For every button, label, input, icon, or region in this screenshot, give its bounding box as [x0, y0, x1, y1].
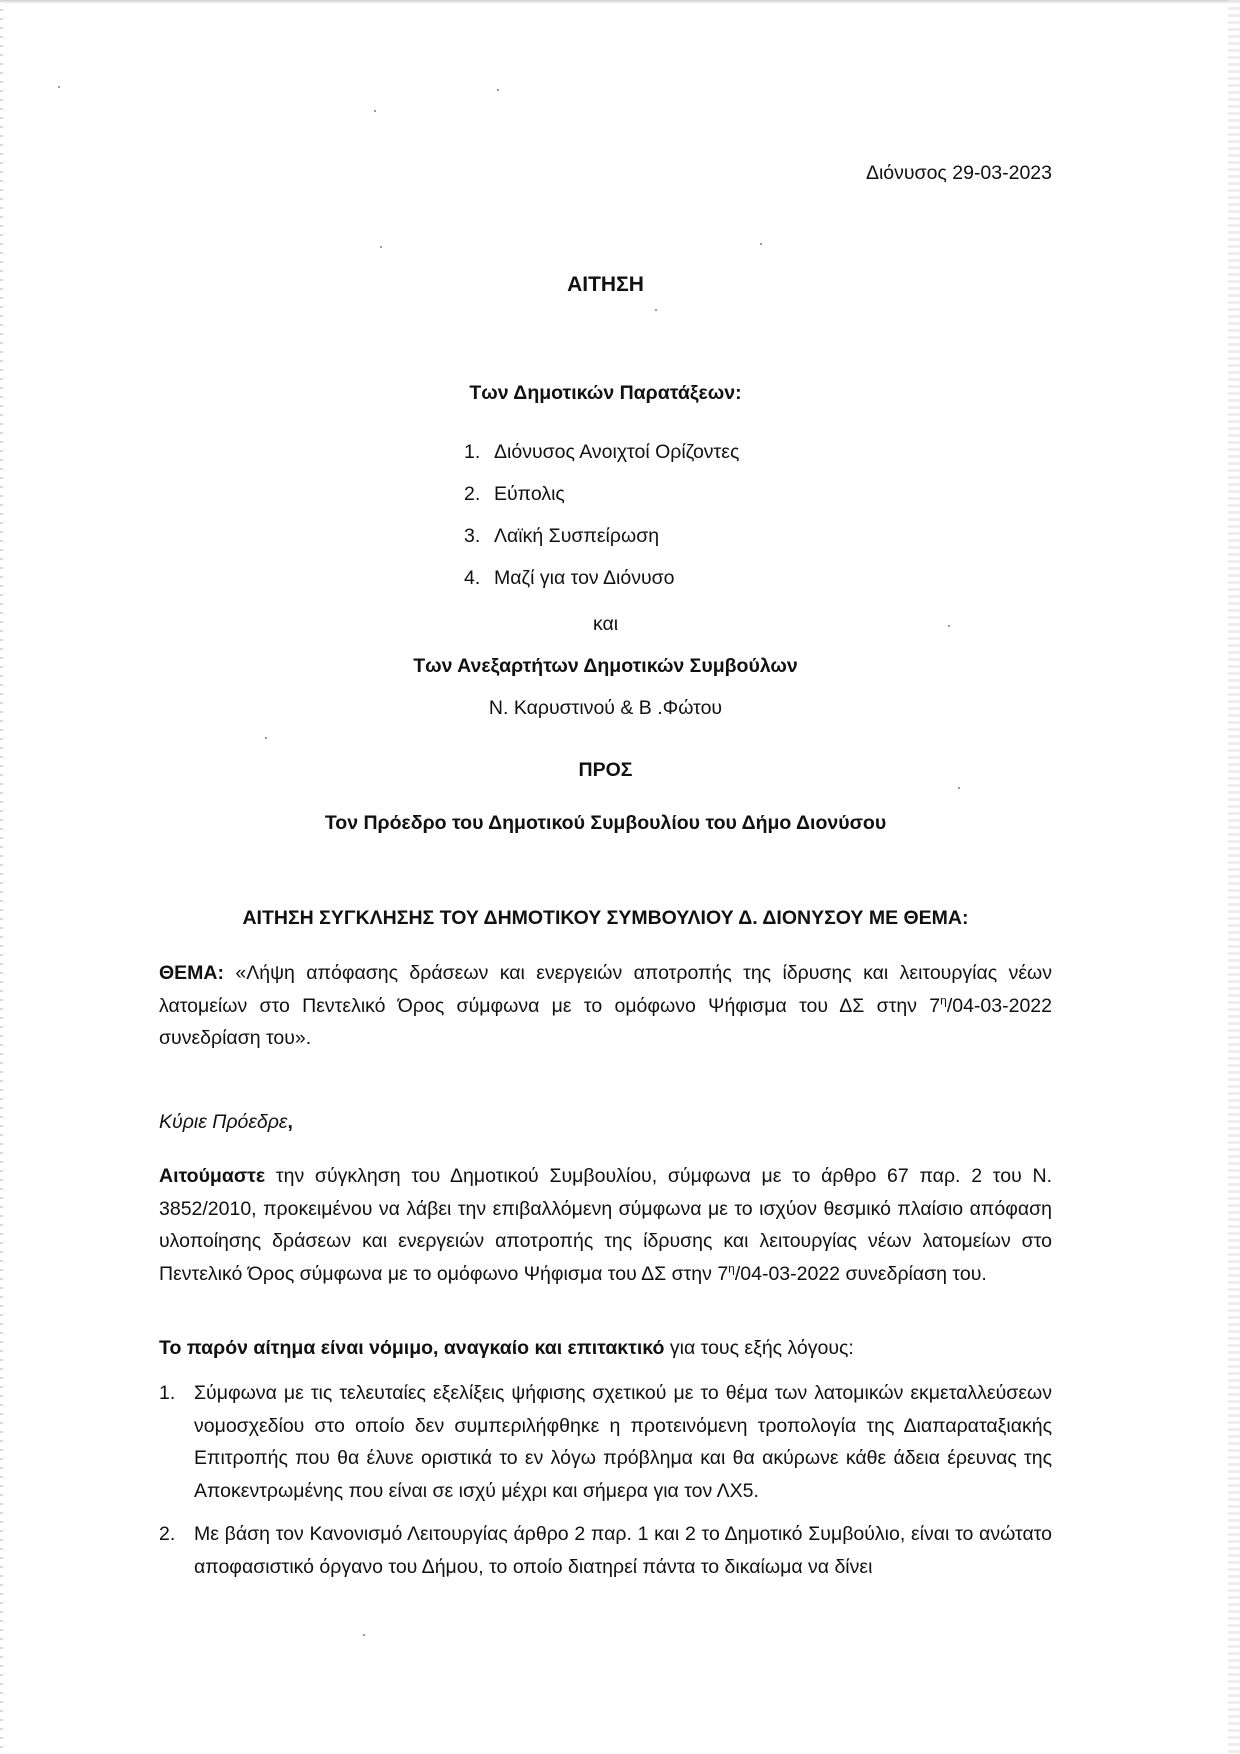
faction-name: Εύπολις — [494, 483, 565, 505]
list-number: 2. — [159, 1523, 176, 1545]
scan-speck — [655, 309, 657, 311]
subject-text: «Λήψη απόφασης δράσεων και ενεργειών αποτροπής της ίδρυσης και λειτουργίας νέων λατομείων στο Πεντελικό Όρος σύμφωνα με το ομόφωνο Ψήφισμα του ΔΣ στην 7 — [159, 962, 1052, 1017]
scan-speck — [58, 86, 60, 88]
recipient: Τον Πρόεδρο του Δημοτικού Συμβουλίου του Δήμο Διονύσου — [324, 812, 887, 834]
list-item — [159, 1377, 1052, 1507]
list-number: 1. — [464, 441, 481, 463]
factions-heading: Των Δημοτικών Παρατάξεων: — [469, 382, 742, 404]
conjunction: και — [592, 613, 619, 635]
main-paragraph — [159, 1160, 1052, 1290]
request-heading: ΑΙΤΗΣΗ ΣΥΓΚΛΗΣΗΣ ΤΟΥ ΔΗΜΟΤΙΚΟΥ ΣΥΜΒΟΥΛΙΟΥ Δ. ΔΙΟΝΥΣΟΥ ΜΕ ΘΕΜΑ: — [242, 907, 969, 929]
faction-name: Διόνυσος Ανοιχτοί Ορίζοντες — [494, 441, 740, 463]
independents-heading: Των Ανεξαρτήτων Δημοτικών Συμβούλων — [413, 655, 798, 677]
factions-list — [464, 440, 739, 608]
scan-speck — [958, 787, 960, 789]
list-item — [464, 524, 739, 566]
subject-text-end: /04-03-2022 συνεδρίαση του». — [159, 994, 1052, 1049]
scan-speck — [265, 737, 267, 739]
document-title: ΑΙΤΗΣΗ — [567, 273, 644, 296]
ordinal-superscript: η — [940, 993, 947, 1007]
ordinal-superscript: η — [728, 1261, 735, 1275]
scan-speck — [380, 246, 382, 248]
salutation-comma: , — [287, 1111, 293, 1133]
scan-speck — [363, 1634, 365, 1636]
reasons-intro-bold: Το παρόν αίτημα είναι νόμιμο, αναγκαίο και επιτακτικό — [159, 1337, 665, 1359]
scan-speck — [760, 243, 762, 245]
list-number: 2. — [464, 483, 481, 505]
list-item — [464, 440, 739, 482]
faction-name: Λαϊκή Συσπείρωση — [494, 525, 660, 547]
list-number: 3. — [464, 525, 481, 547]
reasons-intro — [159, 1332, 1052, 1365]
paragraph-text-end: /04-03-2022 συνεδρίαση του. — [734, 1262, 987, 1285]
reason-text: Σύμφωνα με τις τελευταίες εξελίξεις ψήφισης σχετικού με το θέμα των λατομικών εκμεταλλεύσεων νομοσχεδίου στο οποίο δεν συμπεριλήφθηκε η προτεινόμενη τροπολογία της Διαπαραταξιακής Επιτροπής που θα έλυνε οριστικά το εν λόγω πρόβλημα και θα ακύρωνε κάθε άδεια έρευνας της Αποκεντρωμένης που είναι σε ισχύ μέχρι και σήμερα για τον ΛΧ5. — [194, 1382, 1052, 1502]
paragraph-lead: Αιτούμαστε — [159, 1165, 266, 1187]
paragraph-text: την σύγκληση του Δημοτικού Συμβουλίου, σύμφωνα με το άρθρο 67 παρ. 2 του Ν. 3852/2010, προκειμένου να λάβει την επιβαλλόμενη σύμφωνα με το ισχύον θεσμικό πλαίσιο απόφαση υλοποίησης δράσεων και ενεργειών αποτροπής της ίδρυσης και λειτουργίας νέων λατομείων στο Πεντελικό Όρος σύμφωνα με το ομόφωνο Ψήφισμα του ΔΣ στην 7 — [159, 1165, 1052, 1285]
list-item — [159, 1518, 1052, 1583]
faction-name: Μαζί για τον Διόνυσο — [494, 567, 675, 589]
reasons-intro-rest: για τους εξής λόγους: — [664, 1337, 854, 1359]
salutation — [159, 1106, 1052, 1139]
subject-paragraph — [159, 957, 1052, 1055]
document-date: Διόνυσος 29-03-2023 — [865, 162, 1052, 184]
independents-names: Ν. Καρυστινού & Β .Φώτου — [488, 697, 723, 719]
to-label: ΠΡΟΣ — [578, 759, 633, 781]
list-number: 1. — [159, 1382, 176, 1404]
salutation-text: Κύριε Πρόεδρε — [159, 1111, 288, 1133]
scan-edge-left — [0, 0, 3, 1754]
list-item — [464, 482, 739, 524]
scan-edge-right — [1228, 0, 1240, 1754]
reasons-list — [159, 1377, 1052, 1594]
scan-speck — [374, 110, 376, 112]
scan-speck — [497, 89, 499, 91]
subject-label: ΘΕΜΑ: — [159, 962, 224, 984]
reason-text: Με βάση τον Κανονισμό Λειτουργίας άρθρο 2 παρ. 1 και 2 το Δημοτικό Συμβούλιο, είναι το ανώτατο αποφασιστικό όργανο του Δήμου, το οποίο διατηρεί πάντα το δικαίωμα να δίνει — [194, 1523, 1052, 1578]
list-item — [464, 566, 739, 608]
scan-edge-top — [0, 0, 1240, 4]
list-number: 4. — [464, 567, 481, 589]
